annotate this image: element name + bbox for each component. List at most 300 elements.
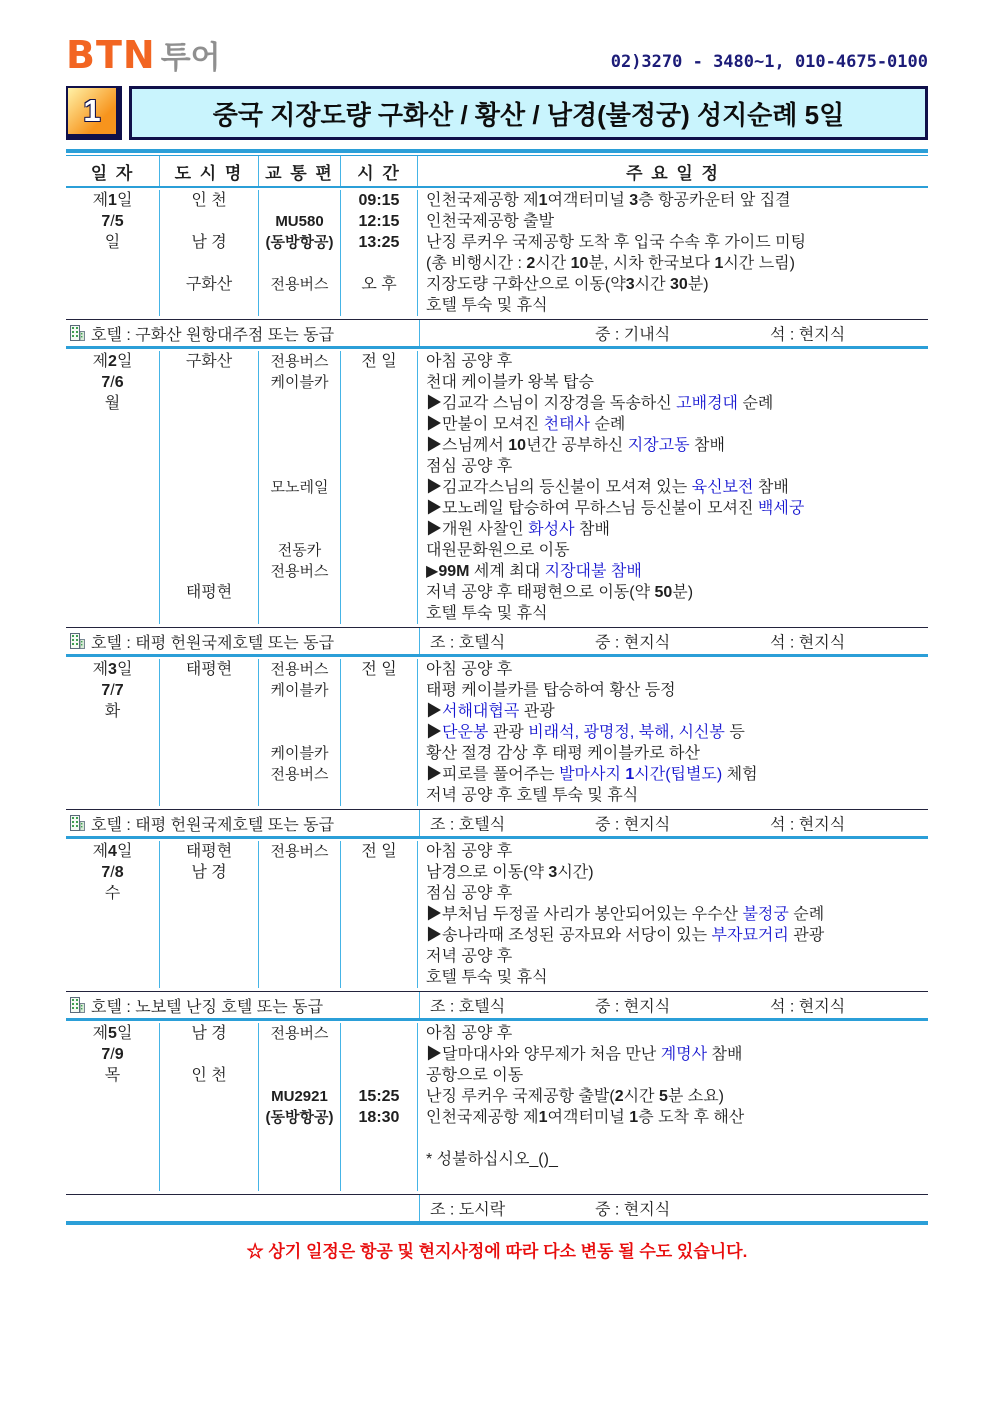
header-date: 일 자 [66,156,160,186]
schedule-cell [418,1149,928,1170]
highlight-text: 지장고동 [627,437,690,454]
time-cell [341,1128,418,1149]
day-cell: 제5일 [66,1023,160,1044]
highlight-text: 고배경대 [676,395,738,412]
day-cell: 7/9 [66,1044,160,1065]
itinerary-line [66,1023,928,1044]
day-cell [66,743,160,764]
schedule-cell [418,253,928,274]
time-cell [341,1170,418,1191]
time-cell: 15:25 [341,1086,418,1107]
highlight-text: 단운봉 [442,724,489,741]
schedule-cell [418,295,928,316]
schedule-text: 대원문화원으로 이동 [426,542,570,559]
meal-info: 조 : 호텔식 [430,816,506,834]
day-cell: 7/7 [66,680,160,701]
schedule-cell [418,1107,928,1128]
day-cell: 7/5 [66,211,160,232]
itinerary-line [66,253,928,274]
city-cell [160,883,259,904]
day-cell: 수 [66,883,160,904]
phone-numbers: 02)3270 - 3480~1, 010-4675-0100 [610,52,928,72]
schedule-text: 호텔 투숙 및 휴식 [426,969,548,986]
time-cell: 전 일 [341,841,418,862]
schedule-text: ▶스님께서 10년간 공부하신 [426,437,628,454]
schedule-text: 아침 공양 후 [426,843,513,860]
transport-cell: (동방항공) [259,1107,341,1128]
city-cell [160,211,259,232]
schedule-text: 난징 루커우 국제공항 출발(2시간 5분 소요) [426,1088,725,1105]
schedule-cell [418,785,928,806]
schedule-cell [418,393,928,414]
schedule-text: 태평 케이블카를 탑승하여 황산 등정 [426,682,676,699]
city-cell [160,1128,259,1149]
city-cell [160,925,259,946]
highlight-text: 발마사지 1시간(팁별도) [559,766,723,783]
transport-cell [259,1065,341,1086]
time-cell: 18:30 [341,1107,418,1128]
time-cell [341,1023,418,1044]
day-cell [66,603,160,624]
time-cell [341,883,418,904]
time-cell [341,561,418,582]
meal-info: 석 : 현지식 [770,816,846,834]
itinerary-line [66,190,928,211]
itinerary-line [66,701,928,722]
city-cell [160,561,259,582]
city-cell [160,603,259,624]
time-cell: 전 일 [341,351,418,372]
meal-info: 중 : 기내식 [595,326,671,344]
hotel-row [66,809,928,839]
day-cell: 일 [66,232,160,253]
transport-cell [259,862,341,883]
day-cell [66,1086,160,1107]
city-cell [160,253,259,274]
schedule-text: 천대 케이블카 왕복 탑승 [426,374,594,391]
time-cell [341,701,418,722]
city-cell: 남 경 [160,1023,259,1044]
hotel-icon [70,815,85,831]
itinerary-line [66,477,928,498]
time-cell [341,743,418,764]
hotel-cell [66,992,420,1018]
meal-info: 석 : 현지식 [770,326,846,344]
time-cell [341,540,418,561]
transport-cell: 전용버스 [259,764,341,785]
city-cell [160,1149,259,1170]
itinerary-line [66,680,928,701]
schedule-text: 순례 [590,416,626,433]
day-cell [66,722,160,743]
itinerary-line [66,519,928,540]
schedule-cell [418,764,928,785]
itinerary-line [66,722,928,743]
schedule-text: 저녁 공양 후 호텔 투숙 및 휴식 [426,787,639,804]
schedule-cell [418,351,928,372]
schedule-text: ▶모노레일 탑승하여 무하스님 등신불이 모셔진 [426,500,758,517]
day-cell [66,456,160,477]
schedule-text: 인천국제공항 제1여객터미널 3층 항공카운터 앞 집결 [426,192,791,209]
schedule-text: 관광 [519,703,555,720]
itinerary-line [66,435,928,456]
meal-info: 조 : 도시락 [430,1201,506,1219]
city-cell [160,946,259,967]
logo-tour-text: 투어 [160,40,221,75]
schedule-cell [418,274,928,295]
schedule-text: 아침 공양 후 [426,353,513,370]
meal-cell [420,628,928,654]
time-cell [341,862,418,883]
schedule-text: ▶김교각 스님이 지장경을 독송하신 [426,395,677,412]
city-cell [160,722,259,743]
time-cell [341,722,418,743]
schedule-text: 인천국제공항 출발 [426,213,555,230]
meal-info: 중 : 현지식 [595,634,671,652]
city-cell [160,435,259,456]
highlight-text: 계명사 [660,1046,708,1063]
schedule-text: ▶ [426,724,443,741]
day-cell: 제4일 [66,841,160,862]
day-cell [66,785,160,806]
itinerary-line [66,1065,928,1086]
time-cell [341,393,418,414]
schedule-cell [418,561,928,582]
header-schedule: 주 요 일 정 [626,164,720,183]
schedule-cell [418,1086,928,1107]
city-cell [160,393,259,414]
time-cell [341,967,418,988]
city-cell: 태평현 [160,582,259,603]
day-cell [66,540,160,561]
city-cell: 구화산 [160,351,259,372]
transport-cell [259,603,341,624]
schedule-cell [418,1023,928,1044]
schedule-text: 인천국제공항 제1여객터미널 1층 도착 후 해산 [426,1109,745,1126]
schedule-text: ▶개원 사찰인 [426,521,529,538]
time-cell [341,372,418,393]
highlight-text: 육신보전 [691,479,754,496]
schedule-cell [418,540,928,561]
meal-info: 중 : 현지식 [595,998,671,1016]
schedule-cell [418,232,928,253]
schedule-cell [418,841,928,862]
schedule-text: 참배 [753,479,789,496]
itinerary-line [66,841,928,862]
schedule-cell [418,435,928,456]
day-cell [66,1149,160,1170]
schedule-cell [418,1170,928,1191]
schedule-text: ▶피로를 풀어주는 [426,766,560,783]
schedule-cell [418,967,928,988]
schedule-text: 아침 공양 후 [426,661,513,678]
itinerary-line [66,232,928,253]
transport-cell [259,925,341,946]
day-cell: 제3일 [66,659,160,680]
schedule-cell [418,680,928,701]
transport-cell [259,967,341,988]
transport-cell: 전용버스 [259,561,341,582]
hotel-name: 호텔 : 노보텔 난징 호텔 또는 동급 [91,998,324,1016]
city-cell [160,785,259,806]
hotel-row [66,319,928,349]
time-cell: 오 후 [341,274,418,295]
meal-info: 석 : 현지식 [770,998,846,1016]
transport-cell [259,883,341,904]
itinerary-table [66,149,928,1225]
time-cell: 13:25 [341,232,418,253]
time-cell [341,253,418,274]
highlight-text: 화성사 [528,521,575,538]
day-cell: 7/6 [66,372,160,393]
hotel-cell [66,628,420,654]
schedule-text: 참배 [574,521,610,538]
city-cell: 남 경 [160,232,259,253]
day-cell: 월 [66,393,160,414]
itinerary-line [66,785,928,806]
meal-cell [420,320,928,346]
schedule-text: ▶김교각스님의 등신불이 모셔져 있는 [426,479,692,496]
transport-cell: (동방항공) [259,232,341,253]
transport-cell: 케이블카 [259,680,341,701]
transport-cell: 전동카 [259,540,341,561]
time-cell: 12:15 [341,211,418,232]
schedule-text: * 성불하십시오_()_ [426,1151,558,1168]
schedule-cell [418,603,928,624]
transport-cell: 전용버스 [259,351,341,372]
time-cell [341,946,418,967]
itinerary-line [66,862,928,883]
highlight-text: 백세궁 [757,500,805,517]
transport-cell: 전용버스 [259,274,341,295]
time-cell [341,764,418,785]
itinerary-line [66,295,928,316]
day-cell [66,274,160,295]
time-cell [341,603,418,624]
schedule-text: 순례 [788,906,825,923]
schedule-cell [418,659,928,680]
hotel-icon [70,633,85,649]
itinerary-line [66,967,928,988]
schedule-cell [418,925,928,946]
day-cell: 7/8 [66,862,160,883]
schedule-cell [418,519,928,540]
transport-cell [259,1044,341,1065]
transport-cell [259,456,341,477]
hotel-cell [66,810,420,836]
itinerary-line [66,393,928,414]
itinerary-line [66,603,928,624]
day-cell [66,1107,160,1128]
itinerary-line [66,1149,928,1170]
schedule-text: 호텔 투숙 및 휴식 [426,297,548,314]
hotel-name: 호텔 : 구화산 원항대주점 또는 동급 [91,326,335,344]
city-cell: 태평현 [160,659,259,680]
notice-text: ☆ 상기 일정은 항공 및 현지사정에 따라 다소 변동 될 수도 있습니다. [246,1242,748,1261]
day-cell [66,904,160,925]
transport-cell [259,190,341,211]
itinerary-line [66,211,928,232]
transport-cell [259,722,341,743]
transport-cell: 모노레일 [259,477,341,498]
schedule-cell [418,414,928,435]
schedule-cell [418,904,928,925]
city-cell [160,967,259,988]
city-cell [160,519,259,540]
city-cell [160,1170,259,1191]
day-cell [66,925,160,946]
itinerary-line [66,1086,928,1107]
schedule-cell [418,498,928,519]
schedule-text: 참배 [707,1046,743,1063]
day-cell: 제2일 [66,351,160,372]
meal-row [66,1194,928,1225]
transport-cell [259,414,341,435]
time-cell [341,785,418,806]
header-city: 도 시 명 [160,156,259,186]
city-cell [160,701,259,722]
itinerary-line [66,743,928,764]
itinerary-line [66,904,928,925]
schedule-text: 점심 공양 후 [426,458,513,475]
city-cell [160,1107,259,1128]
schedule-text: 호텔 투숙 및 휴식 [426,605,548,622]
time-cell [341,680,418,701]
transport-cell [259,701,341,722]
city-cell [160,1086,259,1107]
schedule-cell [418,190,928,211]
schedule-text: 등 [724,724,745,741]
time-cell [341,925,418,946]
itinerary-line [66,946,928,967]
itinerary-line [66,561,928,582]
transport-cell [259,785,341,806]
highlight-text: 서해대협곡 [442,703,520,720]
day-cell [66,582,160,603]
schedule-cell [418,701,928,722]
itinerary-line [66,1128,928,1149]
hotel-cell [66,1195,420,1221]
schedule-text: 남경으로 이동(약 3시간) [426,864,594,881]
schedule-text: 참배 [689,437,725,454]
transport-cell [259,295,341,316]
schedule-cell [418,946,928,967]
schedule-text: 공항으로 이동 [426,1067,524,1084]
table-body [66,188,928,1225]
hotel-name: 호텔 : 태평 헌원국제호텔 또는 동급 [91,816,335,834]
transport-cell [259,253,341,274]
city-cell: 인 천 [160,190,259,211]
time-cell [341,435,418,456]
transport-cell: 전용버스 [259,1023,341,1044]
schedule-text: ▶부처님 두정골 사리가 봉안되어있는 우수산 [426,906,743,923]
schedule-text: 점심 공양 후 [426,885,513,902]
city-cell [160,680,259,701]
transport-cell: MU2921 [259,1086,341,1107]
city-cell: 구화산 [160,274,259,295]
day-cell [66,764,160,785]
itinerary-line [66,540,928,561]
schedule-cell [418,1065,928,1086]
transport-cell: 전용버스 [259,659,341,680]
transport-cell [259,1128,341,1149]
schedule-text: ▶ [426,703,443,720]
transport-cell [259,582,341,603]
highlight-text: 천태사 [543,416,591,433]
header-transport: 교 통 편 [259,156,341,186]
time-cell [341,1044,418,1065]
itinerary-line [66,456,928,477]
highlight-text: 부자묘거리 [711,927,789,944]
transport-cell [259,498,341,519]
meal-cell [420,1195,928,1221]
schedule-cell [418,477,928,498]
schedule-text: 저녁 공양 후 태평현으로 이동(약 50분) [426,584,694,601]
hotel-icon [70,997,85,1013]
schedule-cell [418,211,928,232]
schedule-text: ▶송나라때 조성된 공자묘와 서당이 있는 [426,927,712,944]
itinerary-line [66,1170,928,1191]
meal-cell [420,992,928,1018]
day-cell [66,498,160,519]
time-cell [341,498,418,519]
day-cell [66,946,160,967]
transport-cell [259,393,341,414]
time-cell [341,1065,418,1086]
day-row-group [66,1021,928,1194]
schedule-text: 체험 [722,766,758,783]
day-cell [66,1128,160,1149]
transport-cell [259,946,341,967]
day-cell [66,295,160,316]
time-cell [341,582,418,603]
day-cell [66,1170,160,1191]
highlight-text: 비래석, 광명정, 북해, 시신봉 [528,724,725,741]
transport-cell: 케이블카 [259,372,341,393]
time-cell: 전 일 [341,659,418,680]
time-cell [341,519,418,540]
time-cell [341,904,418,925]
itinerary-line [66,764,928,785]
schedule-cell [418,743,928,764]
day-cell [66,519,160,540]
day-cell [66,253,160,274]
day-cell: 목 [66,1065,160,1086]
itinerary-line [66,1044,928,1065]
itinerary-line [66,883,928,904]
day-cell: 제1일 [66,190,160,211]
day-cell [66,414,160,435]
day-row-group [66,839,928,991]
schedule-cell [418,582,928,603]
city-cell [160,1044,259,1065]
city-cell [160,904,259,925]
transport-cell: 케이블카 [259,743,341,764]
city-cell [160,498,259,519]
itinerary-line [66,582,928,603]
hotel-row [66,991,928,1021]
itinerary-line [66,274,928,295]
time-cell [341,414,418,435]
transport-cell [259,519,341,540]
schedule-text: (총 비행시간 : 2시간 10분, 시차 한국보다 1시간 느림) [426,255,795,272]
itinerary-line [66,925,928,946]
itinerary-line [66,659,928,680]
schedule-text: 저녁 공양 후 [426,948,513,965]
day-row-group [66,349,928,627]
time-cell: 09:15 [341,190,418,211]
city-cell [160,372,259,393]
